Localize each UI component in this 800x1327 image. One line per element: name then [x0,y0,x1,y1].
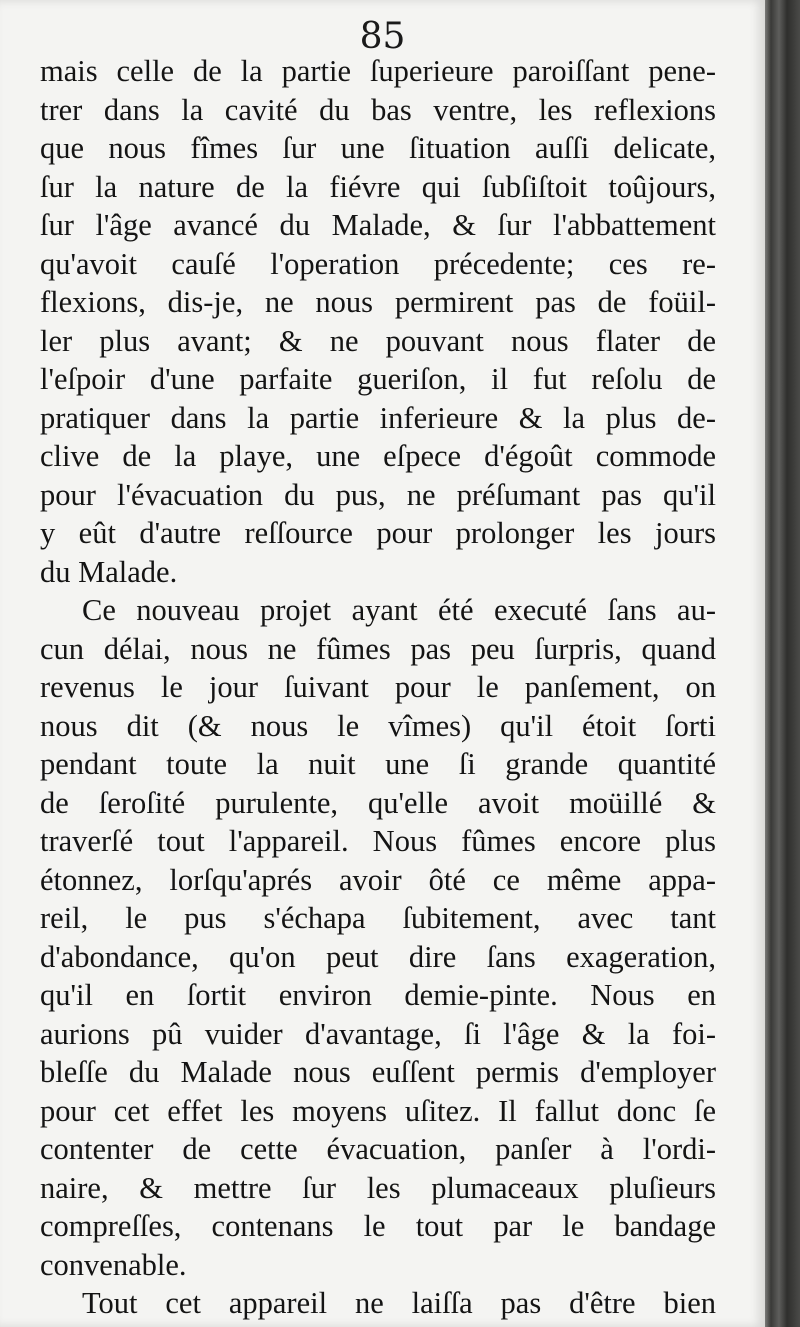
text-line: y eût d'autre reſſource pour prolonger les jours [40,516,716,550]
text-line: bleſſe du Malade nous euſſent permis d'employer [40,1055,716,1089]
text-line: Tout cet appareil ne laiſſa pas d'être bien [82,1286,716,1320]
text-line: pratiquer dans la partie inferieure & la plus de- [40,400,716,435]
text-line: nous dit (& nous le vîmes) qu'il étoit ſorti [40,708,716,743]
text-line: reil, le pus s'échapa ſubitement, avec tant [40,901,716,935]
text-line: revenus le jour ſuivant pour le panſement, on [40,670,716,704]
body-text [40,52,716,1323]
text-line: convenable. [40,1247,187,1282]
book-spine-edge [765,0,800,1327]
text-line: contenter de cette évacuation, panſer à l'ordi- [40,1132,716,1166]
text-line: trer dans la cavité du bas ventre, les reflexions [40,92,716,127]
text-line: aurions pû vuider d'avantage, ſi l'âge & la foi- [40,1016,716,1051]
text-line: mais celle de la partie ſuperieure paroiſſant pene- [40,54,716,88]
text-line: l'eſpoir d'une parfaite gueriſon, il fut reſolu de [40,362,716,396]
text-line: qu'avoit cauſé l'operation précedente; ces re- [40,246,716,281]
text-line: du Malade. [40,554,178,589]
text-line: ſur la nature de la fiévre qui ſubſiſtoit toûjours, [40,169,716,204]
text-line: naire, & mettre ſur les plumaceaux pluſieurs [40,1170,716,1205]
text-line: d'abondance, qu'on peut dire ſans exageration, [40,939,716,974]
text-line: de ſeroſité purulente, qu'elle avoit moüillé & [40,785,716,820]
page-number: 85 [359,16,406,57]
text-line: pour l'évacuation du pus, ne préſumant pas qu'il [40,477,716,512]
text-line: Ce nouveau projet ayant été executé ſans au- [82,593,716,627]
text-line: que nous fîmes ſur une ſituation auſſi delicate, [40,131,716,165]
text-line: cun délai, nous ne fûmes pas peu ſurpris, quand [40,631,716,666]
text-line: flexions, dis-je, ne nous permirent pas de foüil- [40,285,716,319]
text-line: clive de la playe, une eſpece d'égoût commode [40,439,716,473]
text-line: ler plus avant; & ne pouvant nous flater de [40,323,716,358]
text-line: compreſſes, contenans le tout par le bandage [40,1209,716,1243]
text-line: pendant toute la nuit une ſi grande quantité [40,747,716,781]
text-line: ſur l'âge avancé du Malade, & ſur l'abbattement [40,208,716,242]
text-line: qu'il en ſortit environ demie-pinte. Nous en [40,978,716,1012]
text-line: étonnez, lorſqu'aprés avoir ôté ce même appa- [40,862,716,897]
text-line: traverſé tout l'appareil. Nous fûmes encore plus [40,824,716,858]
text-line: pour cet effet les moyens uſitez. Il fallut donc ſe [40,1093,716,1128]
